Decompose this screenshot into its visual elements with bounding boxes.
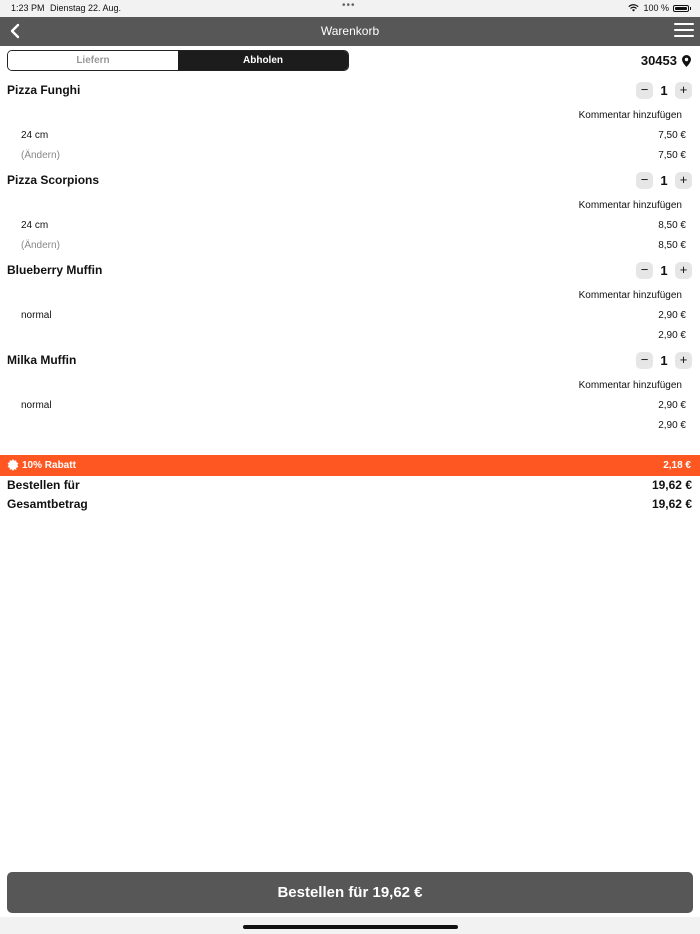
order-for-value: 19,62 € (651, 478, 692, 492)
tab-liefern[interactable]: Liefern (8, 51, 178, 70)
item-total: 7,50 € (658, 150, 686, 161)
decrease-button[interactable]: − (636, 172, 653, 189)
grand-total-row (7, 497, 692, 511)
status-bar (0, 0, 700, 17)
quantity-stepper (636, 352, 692, 369)
item-total: 2,90 € (658, 420, 686, 431)
home-indicator[interactable] (243, 925, 458, 929)
hamburger-menu-icon-line (674, 35, 694, 37)
item-option: normal (21, 310, 52, 321)
status-time: 1:23 PM (11, 3, 45, 13)
option-price: 7,50 € (658, 130, 686, 141)
item-quantity: 1 (660, 83, 668, 98)
discount-label: 10% Rabatt (22, 459, 76, 471)
increase-button[interactable]: + (675, 262, 692, 279)
battery-percent: 100 % (643, 3, 669, 13)
item-total: 2,90 € (658, 330, 686, 341)
option-price: 8,50 € (658, 220, 686, 231)
option-price: 2,90 € (658, 400, 686, 411)
postal-code: 30453 (640, 53, 677, 68)
hamburger-menu-icon (674, 23, 694, 25)
discount-banner (0, 455, 700, 476)
menu-button[interactable] (674, 23, 694, 39)
tab-abholen[interactable]: Abholen (178, 51, 348, 70)
item-name: Blueberry Muffin (7, 263, 103, 277)
change-item-link[interactable]: (Ändern) (21, 150, 60, 161)
add-comment-link[interactable]: Kommentar hinzufügen (578, 200, 682, 211)
status-right (628, 3, 689, 13)
discount-label-wrap (7, 459, 76, 471)
option-price: 2,90 € (658, 310, 686, 321)
increase-button[interactable]: + (675, 352, 692, 369)
quantity-stepper (636, 82, 692, 99)
hamburger-menu-icon-line (674, 29, 694, 31)
discount-amount: 2,18 € (663, 460, 691, 471)
item-option: 24 cm (21, 130, 49, 141)
page-title: Warenkorb (320, 24, 380, 38)
decrease-button[interactable]: − (636, 262, 653, 279)
increase-button[interactable]: + (675, 82, 692, 99)
add-comment-link[interactable]: Kommentar hinzufügen (578, 110, 682, 121)
item-total: 8,50 € (658, 240, 686, 251)
decrease-button[interactable]: − (636, 352, 653, 369)
order-for-row (7, 478, 692, 492)
navigation-bar (0, 17, 700, 46)
increase-button[interactable]: + (675, 172, 692, 189)
postal-code-selector[interactable] (641, 53, 691, 68)
grand-total-value: 19,62 € (651, 497, 692, 511)
item-name: Pizza Scorpions (7, 173, 100, 187)
decrease-button[interactable]: − (636, 82, 653, 99)
grand-total-label: Gesamtbetrag (7, 497, 88, 511)
item-quantity: 1 (660, 353, 668, 368)
wifi-icon (628, 4, 639, 12)
item-quantity: 1 (660, 173, 668, 188)
item-quantity: 1 (660, 263, 668, 278)
discount-badge-icon (7, 459, 19, 471)
multitasking-dots[interactable]: ••• (342, 0, 356, 11)
place-order-button[interactable]: Bestellen für 19,62 € (7, 872, 693, 913)
quantity-stepper (636, 262, 692, 279)
item-option: 24 cm (21, 220, 49, 231)
change-item-link[interactable]: (Ändern) (21, 240, 60, 251)
quantity-stepper (636, 172, 692, 189)
add-comment-link[interactable]: Kommentar hinzufügen (578, 380, 682, 391)
map-pin-icon (682, 55, 691, 67)
order-for-label: Bestellen für (7, 478, 80, 492)
delivery-mode-toggle (7, 50, 349, 71)
item-option: normal (21, 400, 52, 411)
status-date: Dienstag 22. Aug. (50, 3, 122, 13)
item-name: Pizza Funghi (7, 83, 81, 97)
add-comment-link[interactable]: Kommentar hinzufügen (578, 290, 682, 301)
item-name: Milka Muffin (7, 353, 77, 367)
battery-icon (673, 5, 689, 12)
